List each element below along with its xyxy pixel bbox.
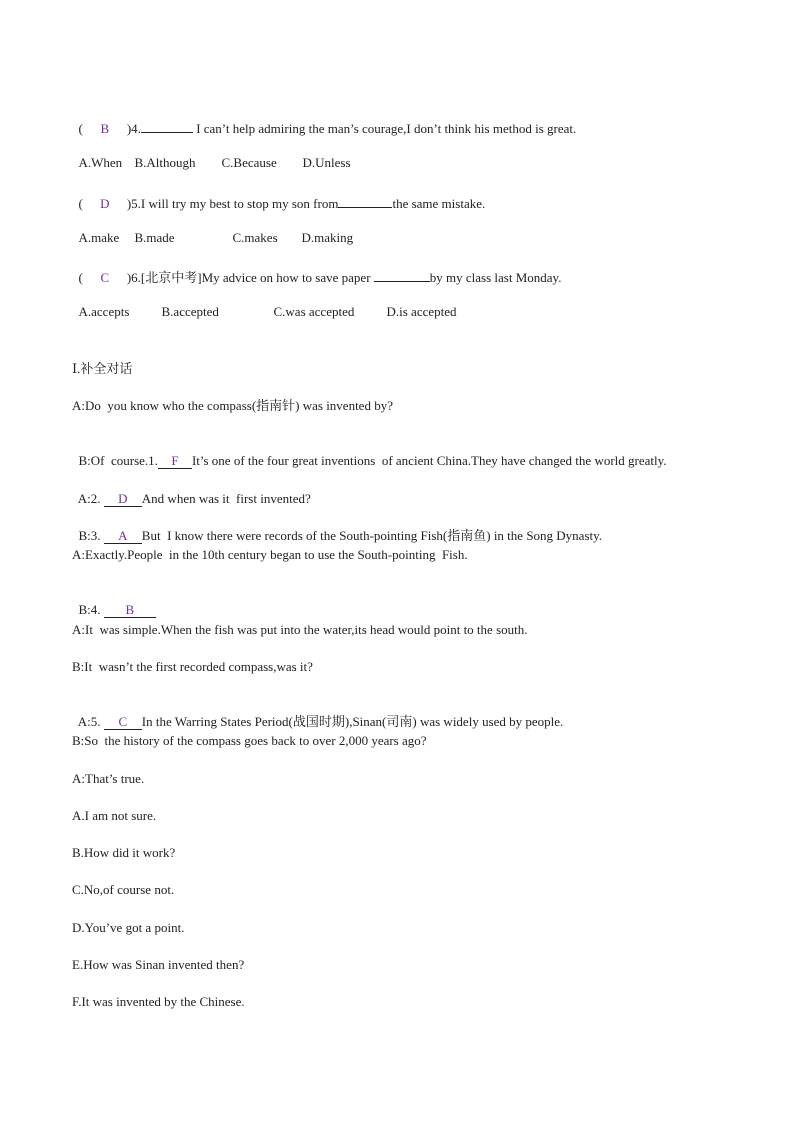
blank-4-answer: B [104, 602, 156, 618]
blank-2-answer: D [104, 491, 142, 507]
q6-open-paren: ( [78, 270, 83, 285]
question-5-options [72, 211, 353, 247]
dialogue-line-3-text: And when was it first invented? [141, 491, 311, 506]
dialogue-line-9-prefix: A:5. [77, 714, 104, 729]
question-6-options [72, 285, 457, 321]
question-4-options [72, 136, 351, 172]
q4-option-c: C.Because [221, 155, 277, 170]
dialogue-line-4-text: But I know there were records of the South-pointing Fish(指南鱼) in the Song Dynasty. [141, 528, 603, 543]
dialogue-line-9 [72, 695, 563, 731]
q4-text-before: )4. [126, 121, 141, 136]
dialogue-line-11: A:That’s true. [72, 771, 145, 786]
choice-b: B.How did it work? [72, 845, 176, 860]
q5-blank [338, 192, 392, 208]
q5-option-c: C.makes [232, 230, 278, 245]
q5-answer: D [100, 196, 110, 211]
q6-option-d: D.is accepted [386, 304, 457, 319]
q5-option-a: A.make [78, 230, 120, 245]
q6-option-b: B.accepted [161, 304, 219, 319]
q4-answer: B [100, 121, 110, 136]
q5-text-after: the same mistake. [392, 196, 486, 211]
choice-c: C.No,of course not. [72, 882, 175, 897]
dialogue-line-7: A:It was simple.When the fish was put into the water,its head would point to the south. [72, 622, 528, 637]
q5-open-paren: ( [78, 196, 83, 211]
q4-blank [141, 117, 193, 133]
q4-open-paren: ( [78, 121, 83, 136]
q6-answer: C [100, 270, 110, 285]
question-6 [72, 248, 561, 287]
dialogue-line-2-prefix: B:Of course.1. [78, 453, 158, 468]
dialogue-line-3-prefix: A:2. [77, 491, 104, 506]
q4-text-after: I can’t help admiring the man’s courage,I don’t think his method is great. [192, 121, 577, 136]
dialogue-line-10: B:So the history of the compass goes back to over 2,000 years ago? [72, 733, 427, 748]
q5-text-before: )5.I will try my best to stop my son from [126, 196, 339, 211]
choice-a: A.I am not sure. [72, 808, 157, 823]
q4-option-b: B.Although [134, 155, 196, 170]
blank-5-answer: C [104, 714, 142, 730]
q5-option-b: B.made [134, 230, 175, 245]
blank-3-answer: A [104, 528, 142, 544]
q6-blank [374, 266, 430, 282]
q6-text-after: by my class last Monday. [429, 270, 562, 285]
dialogue-line-8: B:It wasn’t the first recorded compass,was it? [72, 659, 313, 674]
question-4 [72, 99, 576, 138]
q4-option-a: A.When [78, 155, 123, 170]
choice-d: D.You’ve got a point. [72, 920, 185, 935]
section-title: Ⅰ.补全对话 [72, 361, 133, 376]
q4-option-d: D.Unless [302, 155, 351, 170]
q6-text-before: )6.[北京中考]My advice on how to save paper [126, 270, 374, 285]
dialogue-line-6-prefix: B:4. [78, 602, 104, 617]
choice-f: F.It was invented by the Chinese. [72, 994, 245, 1009]
dialogue-line-1: A:Do you know who the compass(指南针) was invented by? [72, 398, 393, 413]
q6-option-c: C.was accepted [273, 304, 355, 319]
dialogue-line-4-prefix: B:3. [78, 528, 104, 543]
blank-1-answer: F [158, 453, 192, 469]
dialogue-line-2-text: It’s one of the four great inventions of ancient China.They have changed the world greatly. [191, 453, 667, 468]
dialogue-line-9-text: In the Warring States Period(战国时期),Sinan(司南) was widely used by people. [141, 714, 564, 729]
dialogue-line-6 [72, 583, 156, 619]
q6-option-a: A.accepts [78, 304, 130, 319]
choice-e: E.How was Sinan invented then? [72, 957, 245, 972]
dialogue-line-4 [72, 509, 602, 545]
q5-option-d: D.making [301, 230, 354, 245]
question-5 [72, 174, 485, 213]
dialogue-line-2 [72, 434, 667, 470]
dialogue-line-5: A:Exactly.People in the 10th century began to use the South-pointing Fish. [72, 547, 468, 562]
dialogue-line-3 [72, 472, 311, 508]
